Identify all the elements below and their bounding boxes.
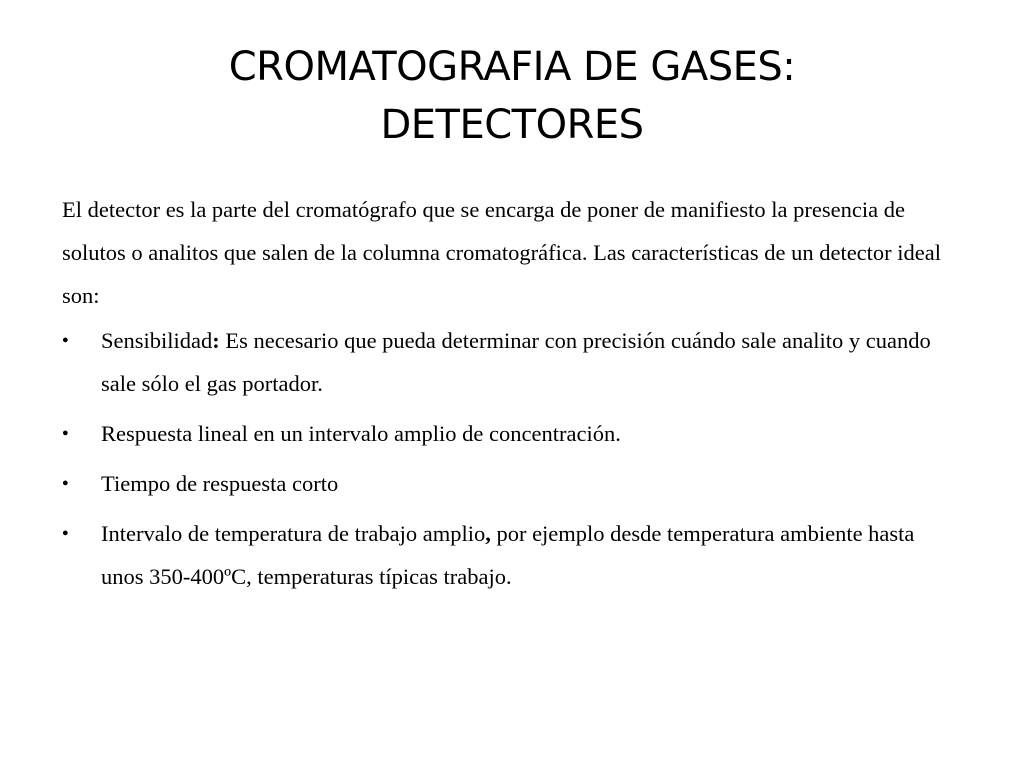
list-item — [62, 319, 962, 405]
bullet-lead: Tiempo de respuesta corto — [101, 471, 339, 496]
bullet-list — [62, 319, 962, 598]
intro-paragraph: El detector es la parte del cromatógrafo que se encarga de poner de manifiesto la presencia de solutos o analitos que salen de la columna cromatográfica. Las características de un detector ideal son: — [62, 197, 942, 308]
list-item — [62, 512, 962, 598]
bullet-icon: ● — [62, 477, 69, 489]
slide-title — [60, 38, 964, 154]
bullet-separator: : — [212, 328, 220, 353]
bullet-lead: Intervalo de temperatura de trabajo amplio — [101, 521, 486, 546]
bullet-lead: Respuesta lineal en un intervalo amplio de concentración. — [101, 421, 621, 446]
bullet-icon: ● — [62, 527, 69, 539]
title-line-2: DETECTORES — [380, 102, 644, 148]
bullet-text: Es necesario que pueda determinar con precisión cuándo sale analito y cuando sale sólo el gas portador. — [101, 328, 931, 396]
slide-body — [62, 188, 962, 605]
bullet-text: por ejemplo desde temperatura ambiente hasta unos 350-400ºC, temperaturas típicas trabajo. — [101, 521, 915, 589]
bullet-lead: Sensibilidad — [101, 328, 213, 353]
list-item — [62, 412, 962, 455]
list-item — [62, 462, 962, 505]
bullet-separator: , — [485, 521, 491, 546]
bullet-icon: ● — [62, 334, 69, 346]
bullet-icon: ● — [62, 427, 69, 439]
title-line-1: CROMATOGRAFIA DE GASES: — [228, 44, 796, 90]
